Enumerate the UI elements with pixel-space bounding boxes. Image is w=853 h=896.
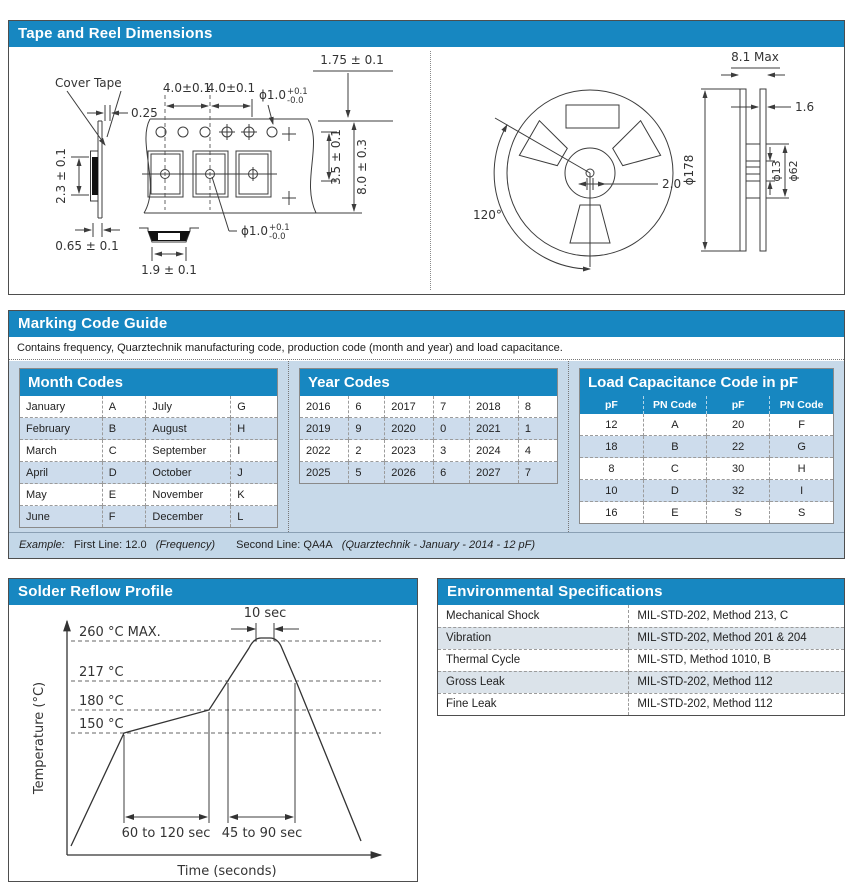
section-title-reflow: Solder Reflow Profile: [9, 579, 417, 605]
table-row: [580, 480, 833, 502]
table-cell: 16: [580, 502, 643, 524]
pocket-3: [230, 151, 277, 197]
table-cell: 20: [707, 414, 770, 436]
table-cell: F: [102, 506, 146, 528]
section-title-marking: Marking Code Guide: [9, 311, 844, 337]
table-row: [580, 436, 833, 458]
table-cell: S: [707, 502, 770, 524]
table-row: [300, 462, 557, 484]
table-cell: 9: [349, 418, 385, 440]
table-cell: December: [146, 506, 231, 528]
table-cell: August: [146, 418, 231, 440]
dim-4-0-b: 4.0±0.1: [206, 81, 256, 95]
dim-phi-1-0-bottom: ϕ1.0: [241, 224, 268, 238]
table-cell: MIL-STD, Method 1010, B: [629, 649, 844, 671]
table-cell: E: [643, 502, 706, 524]
temp-180-label: 180 °C: [79, 694, 124, 709]
table-cell: C: [643, 458, 706, 480]
table-cell: 18: [580, 436, 643, 458]
year-codes-table: [300, 369, 557, 483]
table-cell: H: [231, 418, 277, 440]
reflow-chart: [9, 605, 416, 883]
table-cell: B: [643, 436, 706, 458]
table-row: [300, 418, 557, 440]
table-cell: June: [20, 506, 102, 528]
table-cell: Thermal Cycle: [438, 649, 629, 671]
temp-217-label: 217 °C: [79, 665, 124, 680]
dim-8-0: 8.0 ± 0.3: [355, 139, 369, 195]
table-cell: D: [643, 480, 706, 502]
tolerance-minus: -0.0: [269, 232, 286, 242]
table-row: [20, 462, 277, 484]
pocket-2: [187, 151, 234, 197]
section-title-environmental: Environmental Specifications: [438, 579, 844, 605]
table-cell: 3: [434, 440, 470, 462]
annotation-45-90: 45 to 90 sec: [221, 826, 303, 841]
marking-subtitle: Contains frequency, Quarztechnik manufacturing code, production code (month and year) and load capacitance.: [9, 337, 844, 360]
dim-0-65: 0.65 ± 0.1: [55, 239, 119, 253]
pocket-1: [142, 151, 189, 197]
month-codes-title: Month Codes: [20, 369, 277, 396]
divider: [430, 51, 431, 290]
example-second-line: Second Line: QA4A: [236, 539, 333, 551]
table-cell: 30: [707, 458, 770, 480]
table-cell: July: [146, 396, 231, 418]
table-cell: Fine Leak: [438, 693, 629, 715]
table-row: [300, 396, 557, 418]
table-cell: J: [231, 462, 277, 484]
reflow-section: [8, 578, 418, 882]
dim-120-deg: 120°: [473, 208, 502, 222]
environmental-section: [437, 578, 845, 716]
table-cell: May: [20, 484, 102, 506]
table-row: [20, 396, 277, 418]
marking-panels: [9, 361, 844, 532]
table-cell: MIL-STD-202, Method 201 & 204: [629, 627, 844, 649]
tolerance-plus: +0.1: [287, 87, 308, 97]
table-cell: 6: [349, 396, 385, 418]
dim-8-1-max: 8.1 Max: [731, 50, 779, 64]
table-cell: Gross Leak: [438, 671, 629, 693]
table-cell: 2019: [300, 418, 349, 440]
month-codes-table: [20, 369, 277, 527]
table-cell: 12: [605, 418, 618, 431]
table-row: [580, 414, 833, 436]
col-header-pf: pF: [707, 396, 770, 414]
environmental-table: [438, 605, 844, 715]
dim-phi-13: ϕ13: [770, 160, 783, 182]
table-cell: MIL-STD-202, Method 112: [629, 693, 844, 715]
table-row: [580, 502, 833, 524]
tape-reel-section: [8, 20, 845, 295]
table-cell: B: [102, 418, 146, 440]
table-cell: March: [20, 440, 102, 462]
dim-1-6: 1.6: [795, 100, 815, 114]
reel-drawing: [433, 47, 843, 295]
table-cell: I: [231, 440, 277, 462]
dim-phi-178: ϕ178: [682, 154, 696, 186]
dim-2-0: 2.0: [662, 177, 682, 191]
annotation-60-120: 60 to 120 sec: [121, 826, 211, 841]
table-cell: April: [20, 462, 102, 484]
table-cell: 2021: [470, 418, 519, 440]
annotation-10-sec: 10 sec: [243, 606, 287, 621]
table-cell: 2016: [306, 400, 331, 413]
table-row: [438, 627, 844, 649]
table-cell: I: [770, 480, 833, 502]
table-cell: 8: [580, 458, 643, 480]
table-cell: November: [146, 484, 231, 506]
month-codes-panel: [9, 361, 288, 532]
table-row: [20, 484, 277, 506]
year-codes-panel: [288, 361, 568, 532]
dim-0-25: 0.25: [131, 106, 158, 120]
dim-1-9: 1.9 ± 0.1: [141, 263, 197, 277]
table-cell: D: [102, 462, 146, 484]
example-label: Example:: [19, 539, 65, 551]
table-cell: C: [102, 440, 146, 462]
load-capacitance-table: [580, 369, 833, 523]
table-cell: Mechanical Shock: [446, 609, 540, 622]
reel-front-view: [473, 90, 681, 269]
table-cell: A: [643, 414, 706, 436]
table-cell: L: [231, 506, 277, 528]
table-cell: 6: [434, 462, 470, 484]
table-cell: H: [770, 458, 833, 480]
table-cell: January: [26, 400, 66, 413]
table-cell: E: [102, 484, 146, 506]
marking-example: [9, 532, 844, 558]
marking-code-section: [8, 310, 845, 559]
example-first-line: First Line: 12.0: [73, 539, 147, 551]
table-row: [20, 418, 277, 440]
col-header-pn-code: PN Code: [643, 396, 706, 414]
section-title-tape-reel: Tape and Reel Dimensions: [9, 21, 844, 47]
temp-260-label: 260 °C MAX.: [79, 625, 161, 640]
table-cell: 10: [580, 480, 643, 502]
table-cell: 2: [349, 440, 385, 462]
example-second-note: (Quarztechnik - January - 2014 - 12 pF): [341, 539, 535, 551]
table-cell: February: [20, 418, 102, 440]
load-capacitance-panel: [568, 361, 844, 532]
table-cell: 2022: [300, 440, 349, 462]
load-capacitance-title: Load Capacitance Code in pF: [580, 369, 833, 396]
table-cell: Vibration: [438, 627, 629, 649]
table-cell: 22: [707, 436, 770, 458]
table-cell: 2027: [470, 462, 519, 484]
col-header-pf: pF: [580, 396, 643, 414]
table-cell: 0: [434, 418, 470, 440]
table-cell: A: [102, 396, 146, 418]
dim-phi-1-0-top: ϕ1.0: [259, 88, 286, 102]
year-codes-title: Year Codes: [300, 369, 557, 396]
table-cell: 8: [518, 396, 557, 418]
table-cell: 4: [518, 440, 557, 462]
table-row: [300, 440, 557, 462]
table-cell: 5: [349, 462, 385, 484]
table-cell: K: [231, 484, 277, 506]
table-cell: 2025: [300, 462, 349, 484]
table-row: [438, 649, 844, 671]
col-header-pn-code: PN Code: [770, 396, 833, 414]
table-cell: S: [770, 502, 833, 524]
table-cell: 7: [434, 396, 470, 418]
table-cell: 32: [707, 480, 770, 502]
dim-phi-62: ϕ62: [787, 160, 800, 182]
table-cell: 2018: [470, 396, 519, 418]
table-row: [438, 671, 844, 693]
table-cell: MIL-STD-202, Method 112: [629, 671, 844, 693]
table-cell: September: [146, 440, 231, 462]
tape-drawing: [9, 47, 429, 295]
tolerance-minus: -0.0: [287, 96, 304, 106]
cover-tape-label: Cover Tape: [55, 76, 122, 90]
table-cell: 2024: [470, 440, 519, 462]
dim-4-0-a: 4.0±0.1: [162, 81, 212, 95]
table-cell: 7: [518, 462, 557, 484]
temp-150-label: 150 °C: [79, 717, 124, 732]
table-row: [438, 605, 844, 627]
y-axis-label: Temperature (°C): [32, 681, 47, 795]
example-first-note: (Frequency): [155, 539, 216, 551]
tolerance-plus: +0.1: [269, 223, 290, 233]
table-cell: 2017: [385, 396, 434, 418]
table-row: [20, 506, 277, 528]
reel-side-view: [682, 50, 814, 251]
table-cell: 2020: [385, 418, 434, 440]
table-row: [580, 458, 833, 480]
table-cell: G: [770, 436, 833, 458]
table-cell: MIL-STD-202, Method 213, C: [629, 605, 844, 627]
x-axis-label: Time (seconds): [177, 864, 277, 879]
dim-1-75: 1.75 ± 0.1: [320, 53, 384, 67]
table-cell: G: [231, 396, 277, 418]
table-row: [20, 440, 277, 462]
tape-top-view: [142, 53, 393, 242]
table-row: [438, 693, 844, 715]
dim-2-3: 2.3 ± 0.1: [54, 148, 68, 204]
table-cell: 2026: [385, 462, 434, 484]
table-cell: 2023: [385, 440, 434, 462]
table-cell: F: [770, 414, 833, 436]
table-cell: 1: [518, 418, 557, 440]
dim-3-5: 3.5 ± 0.1: [329, 129, 343, 185]
table-cell: October: [146, 462, 231, 484]
